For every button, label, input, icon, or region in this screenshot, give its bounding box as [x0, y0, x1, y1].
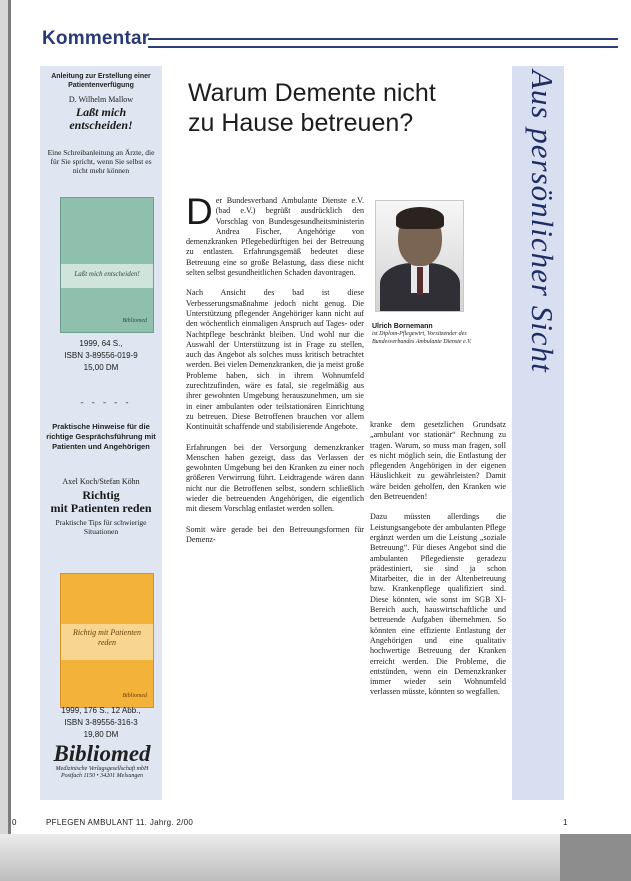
book1-title: Laßt mich entscheiden! — [69, 105, 133, 132]
article-paragraph: kranke dem gesetzlichen Grundsatz „ambulant vor stationär“ Rechnung zu tragen. Warum, so muss man fragen, soll es nicht möglich sein, die Entlastung der pflegenden Angehörigen in der eigenen Häuslichkeit zu gewährleisten? Damit wäre beiden geholfen, den Kranken wie den Betreuenden! — [370, 420, 506, 502]
book2-teaser: Praktische Tips für schwierige Situationen — [55, 518, 147, 536]
book1-info-isbn: ISBN 3-89556-019-9 — [64, 351, 138, 360]
book1-info-price: 15,00 DM — [83, 363, 119, 372]
right-page-number: 1 — [563, 818, 568, 827]
left-page-number: 0 — [12, 818, 17, 827]
photo-tie — [417, 267, 423, 295]
photo-hair — [396, 207, 444, 229]
book1-teaser: Eine Schreibanleitung an Ärzte, die für Sie spricht, wenn Sie selbst es nicht mehr können — [47, 148, 155, 175]
book2-cover-publisher: Bibliomed — [122, 693, 147, 699]
sidebar-separator: - - - - - — [80, 397, 132, 407]
book2-cover-title: Richtig mit Patienten reden — [73, 628, 141, 647]
publisher-logo: Bibliomed — [53, 741, 151, 766]
article-headline — [188, 78, 508, 138]
book2-author: Axel Koch/Stefan Köhn — [62, 477, 140, 486]
header-rule — [148, 38, 618, 48]
book1-heading: Anleitung zur Erstellung einer Patientenverfügung — [51, 73, 151, 89]
article-paragraph: Erfahrungen bei der Versorgung demenzkranker Menschen haben gezeigt, dass das Verlassen der gewohnten Umgebung bei den Kranken zu einer noch größeren Verwirrung führt. Leidtragende wären dann nicht nur die Betroffenen selbst, sondern schließlich wieder die betreuenden Angehörigen, die eigentlich mit diesem Vorschlag entlastet werden sollen. — [186, 442, 364, 514]
book2-info-price: 19,80 DM — [83, 730, 119, 739]
article-column-2 — [370, 420, 506, 708]
book1-cover-publisher: Bibliomed — [122, 318, 147, 324]
section-label: Kommentar — [42, 28, 150, 49]
paragraph-text: er Bundesverband Ambulante Dienste e.V. (bad e.V.) begrüßt ausdrücklich den Vorschlag von Bundesgesundheitsministerin Andrea Fischer, Angehörige von demenzkranken Pflegebedürftigen bei der Betreuung zu entlasten. Erfahrungsgemäß bedeutet diese Betreuung eine so große Belastung, dass diese nicht selten selbst gesundheitlichen Schaden davontragen. — [186, 196, 364, 278]
footer-text: PFLEGEN AMBULANT 11. Jahrg. 2/00 — [46, 818, 194, 827]
book2-info-pages: 1999, 176 S., 12 Abb., — [61, 706, 141, 715]
article-paragraph — [186, 191, 364, 278]
article-paragraph: Nach Ansicht des bad ist diese Verbesserungsmaßnahme jedoch nicht genug. Die Unterstützung pflegender Angehöriger kann nicht auf den wöchentlich einmaligen Anspruch auf Tages- oder Nachtpflege beschränkt bleiben. Und wohl nur die Auswahl der Unterstützung ist in Frage zu stellen, auch das Angebot als solches muss kritisch betrachtet werden. Bei vielen Demenzkranken, die ja meist große Probleme haben, sich in ihrem Wohnumfeld zurechtzufinden, wäre es fatal, sie regelmäßig aus ihrer gewohnten Umgebung herauszunehmen, um sie in einer ambulanten oder teilstationären Einrichtung zu betreuen. Diese Betroffenen brauchen vor allem Kontinuität schaffende und stabilisierende Angebote. — [186, 288, 364, 432]
book1-cover-title: Laßt mich entscheiden! — [74, 270, 140, 278]
page-spine — [0, 0, 8, 881]
article-paragraph: Somit wäre gerade bei den Betreuungsformen für Demenz- — [186, 524, 364, 544]
scan-corner-shadow — [560, 834, 631, 881]
caption-description: ist Diplom-Pflegewirt, Vorsitzender des Bundesverbandes Ambulante Dienste e.V. — [372, 331, 472, 345]
book1-author: D. Wilhelm Mallow — [68, 95, 134, 104]
scan-bottom-shadow — [0, 834, 631, 881]
caption-name: Ulrich Bornemann — [372, 323, 433, 330]
headline-line-1: Warum Demente nicht — [188, 79, 436, 107]
book1-info-pages: 1999, 64 S., — [79, 339, 123, 348]
book2-title-line1: Richtig — [82, 488, 120, 502]
book2-cover[interactable] — [60, 573, 154, 708]
book2-title-line2: mit Patienten reden — [50, 501, 152, 515]
book2-heading: Praktische Hinweise für die richtige Gesprächsführung mit Patienten und Angehörigen — [46, 422, 156, 451]
headline-line-2: zu Hause betreuen? — [188, 109, 414, 137]
book1-cover[interactable] — [60, 197, 154, 333]
author-photo — [375, 200, 464, 312]
drop-cap: D — [186, 191, 213, 232]
publisher-address: Medizinische Verlagsgesellschaft mbH Postfach 1150 • 34201 Melsungen — [55, 766, 149, 779]
photo-caption — [372, 322, 498, 346]
vertical-title: Aus persönlicher Sicht — [525, 70, 560, 373]
page-spine-edge — [8, 0, 11, 881]
article-paragraph: Dazu müssten allerdings die Leistungsangebote der ambulanten Pflege ergänzt werden um die Leistung „soziale Betreuung“. Für dieses Angebot sind die ambulanten Pflegedienste geradezu prädestiniert, sie sind ja schon Mitarbeiter, die in der Altenbetreuung bzw. Krankenpflege qualifiziert sind. Diese könnten, wie sonst im SGB XI-Bereich auch, hauswirtschaftliche und betreuende Aufgaben übernehmen. So könnten eine effiziente Entlastung der Angehörigen und eine qualitativ hochwertige Betreuung der Kranken erreicht werden. Die Probleme, die entstünden, wenn ein Demenzkranker immer wieder sein Wohnumfeld verlassen müsste, könnten so wegfallen. — [370, 512, 506, 697]
article-column-1 — [186, 191, 364, 555]
book2-info-isbn: ISBN 3-89556-316-3 — [64, 718, 138, 727]
